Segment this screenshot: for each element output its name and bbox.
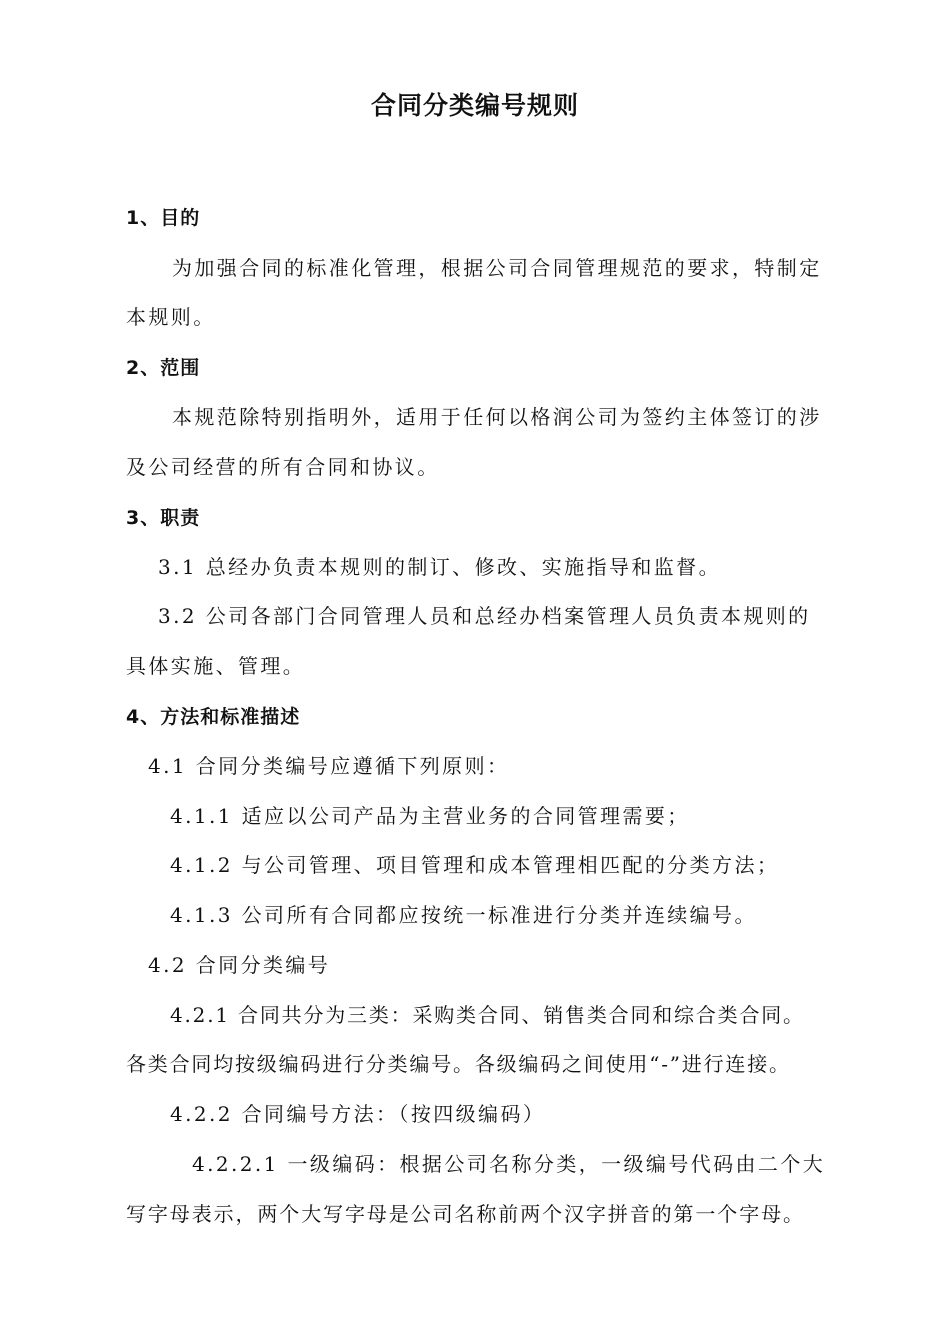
clause-4-2-1: 4.2.1 合同共分为三类：采购类合同、销售类合同和综合类合同。 bbox=[170, 1003, 805, 1027]
clause-4-1-3: 4.1.3 公司所有合同都应按统一标准进行分类并连续编号。 bbox=[170, 903, 757, 927]
section-heading-scope: 2、范围 bbox=[126, 357, 201, 379]
paragraph-line: 及公司经营的所有合同和协议。 bbox=[126, 455, 440, 479]
section-heading-purpose: 1、目的 bbox=[126, 207, 201, 229]
clause-4-1-2: 4.1.2 与公司管理、项目管理和成本管理相匹配的分类方法； bbox=[170, 853, 780, 877]
clause-4-1-1: 4.1.1 适应以公司产品为主营业务的合同管理需要； bbox=[170, 804, 690, 828]
paragraph-line: 为加强合同的标准化管理，根据公司合同管理规范的要求，特制定 bbox=[172, 256, 822, 280]
clause-4-2-2-1: 4.2.2.1 一级编码：根据公司名称分类，一级编号代码由二个大 bbox=[192, 1152, 826, 1176]
paragraph-line: 本规则。 bbox=[126, 305, 216, 329]
clause-3-1: 3.1 总经办负责本规则的制订、修改、实施指导和监督。 bbox=[158, 555, 721, 579]
section-heading-responsibilities: 3、职责 bbox=[126, 507, 201, 529]
clause-4-2-2: 4.2.2 合同编号方法：（按四级编码） bbox=[170, 1102, 546, 1126]
clause-4-2: 4.2 合同分类编号 bbox=[148, 953, 331, 977]
clause-3-2: 3.2 公司各部门合同管理人员和总经办档案管理人员负责本规则的 bbox=[158, 604, 811, 628]
document-title: 合同分类编号规则 bbox=[370, 91, 579, 120]
clause-4-1: 4.1 合同分类编号应遵循下列原则： bbox=[148, 754, 510, 778]
paragraph-line: 各类合同均按级编码进行分类编号。各级编码之间使用“-”进行连接。 bbox=[126, 1052, 791, 1076]
paragraph-line: 写字母表示，两个大写字母是公司名称前两个汉字拼音的第一个字母。 bbox=[126, 1202, 805, 1226]
paragraph-line: 具体实施、管理。 bbox=[126, 654, 306, 678]
section-heading-methods: 4、方法和标准描述 bbox=[126, 706, 301, 728]
paragraph-line: 本规范除特别指明外，适用于任何以格润公司为签约主体签订的涉 bbox=[172, 405, 822, 429]
